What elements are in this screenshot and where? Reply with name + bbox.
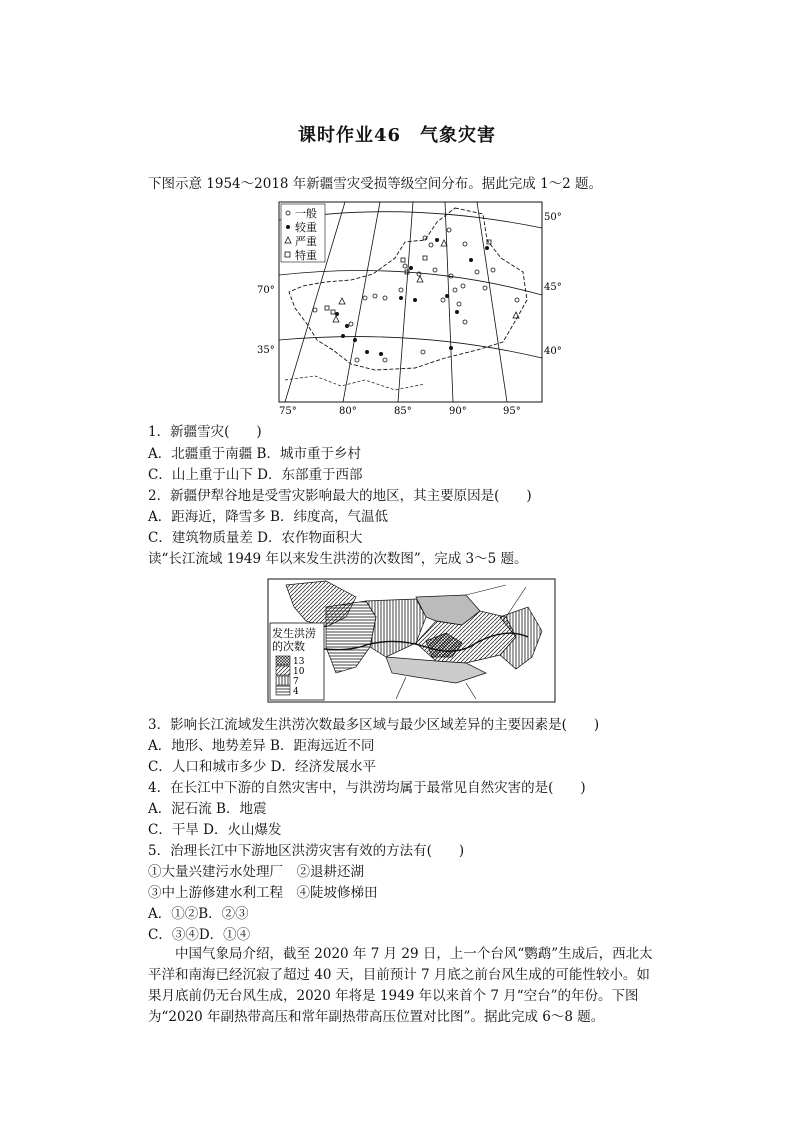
legend-general: 一般 xyxy=(295,207,317,220)
q1-options-ab: A．北疆重于南疆 B．城市重于乡村 xyxy=(148,446,361,462)
legend2-value-7: 7 xyxy=(293,677,299,687)
legend-severe: 严重 xyxy=(295,235,317,248)
q1-options-cd: C．山上重于山下 D．东部重于西部 xyxy=(148,467,363,483)
legend2-value-10: 10 xyxy=(293,667,305,677)
q2-options-cd: C．建筑物质量差 D．农作物面积大 xyxy=(148,530,363,546)
lon-75-label: 75° xyxy=(279,406,297,417)
q4-stem: 4．在长江中下游的自然灾害中，与洪涝均属于最常见自然灾害的是( ) xyxy=(148,780,586,796)
q2-options-ab: A．距海近，降雪多 B．纬度高，气温低 xyxy=(148,509,388,525)
page-title: 课时作业46 气象灾害 xyxy=(297,125,497,146)
q3-options-ab: A．地形、地势差异 B．距海远近不同 xyxy=(148,738,375,754)
legend2-value-4: 4 xyxy=(293,687,299,697)
yangtze-flood-map xyxy=(266,577,558,705)
lon-80-label: 80° xyxy=(339,406,357,417)
legend2-title-1: 发生洪涝 xyxy=(272,627,316,640)
q4-options-cd: C．干旱 D．火山爆发 xyxy=(148,822,282,838)
q3-options-cd: C．人口和城市多少 D．经济发展水平 xyxy=(148,759,376,775)
lon-90-label: 90° xyxy=(449,406,467,417)
lat-45-label: 45° xyxy=(544,282,562,293)
legend-extreme: 特重 xyxy=(295,249,317,262)
q5-options-ab: A．①②B．②③ xyxy=(148,906,249,922)
left-label-70: 70° xyxy=(257,285,275,296)
intro-typhoon-paragraph: 中国气象局介绍，截至 2020 年 7 月 29 日，上一个台风“鹦鹉”生成后，西北太平洋和南海已经沉寂了超过 40 天，目前预计 7 月底之前台风生成的可能性较小。如果月底前仍无台风生成，2020 年将是 1949 年以来首个 7 月“空台”的年份。下图为“2020 年副热带高压和常年副热带高压位置对比图”。据此完成 6～8 题。 xyxy=(148,946,653,1025)
intro-yangtze-flood: 读“长江流域 1949 年以来发生洪涝的次数图”，完成 3～5 题。 xyxy=(148,551,528,567)
left-label-35: 35° xyxy=(257,345,275,356)
lat-40-label: 40° xyxy=(544,346,562,357)
legend-heavier: 较重 xyxy=(295,221,317,234)
legend2-value-13: 13 xyxy=(293,657,305,667)
q1-stem: 1．新疆雪灾( ) xyxy=(148,424,262,440)
q3-stem: 3．影响长江流域发生洪涝次数最多区域与最少区域差异的主要因素是( ) xyxy=(148,717,600,733)
q5-stem: 5．治理长江中下游地区洪涝灾害有效的方法有( ) xyxy=(148,843,465,859)
q4-options-ab: A．泥石流 B．地震 xyxy=(148,801,267,817)
q5-options-cd: C．③④D．①④ xyxy=(148,927,251,943)
q5-items-12: ①大量兴建污水处理厂 ②退耕还湖 xyxy=(148,864,364,880)
xinjiang-snow-map xyxy=(255,200,562,417)
intro-snow-disaster: 下图示意 1954～2018 年新疆雪灾受损等级空间分布。据此完成 1～2 题。 xyxy=(148,176,603,192)
q2-stem: 2．新疆伊犁谷地是受雪灾影响最大的地区，其主要原因是( ) xyxy=(148,488,532,504)
legend2-title-2: 的次数 xyxy=(272,640,305,653)
lon-95-label: 95° xyxy=(503,406,521,417)
q5-items-34: ③中上游修建水利工程 ④陡坡修梯田 xyxy=(148,885,378,901)
lat-50-label: 50° xyxy=(544,212,562,223)
lon-85-label: 85° xyxy=(394,406,412,417)
